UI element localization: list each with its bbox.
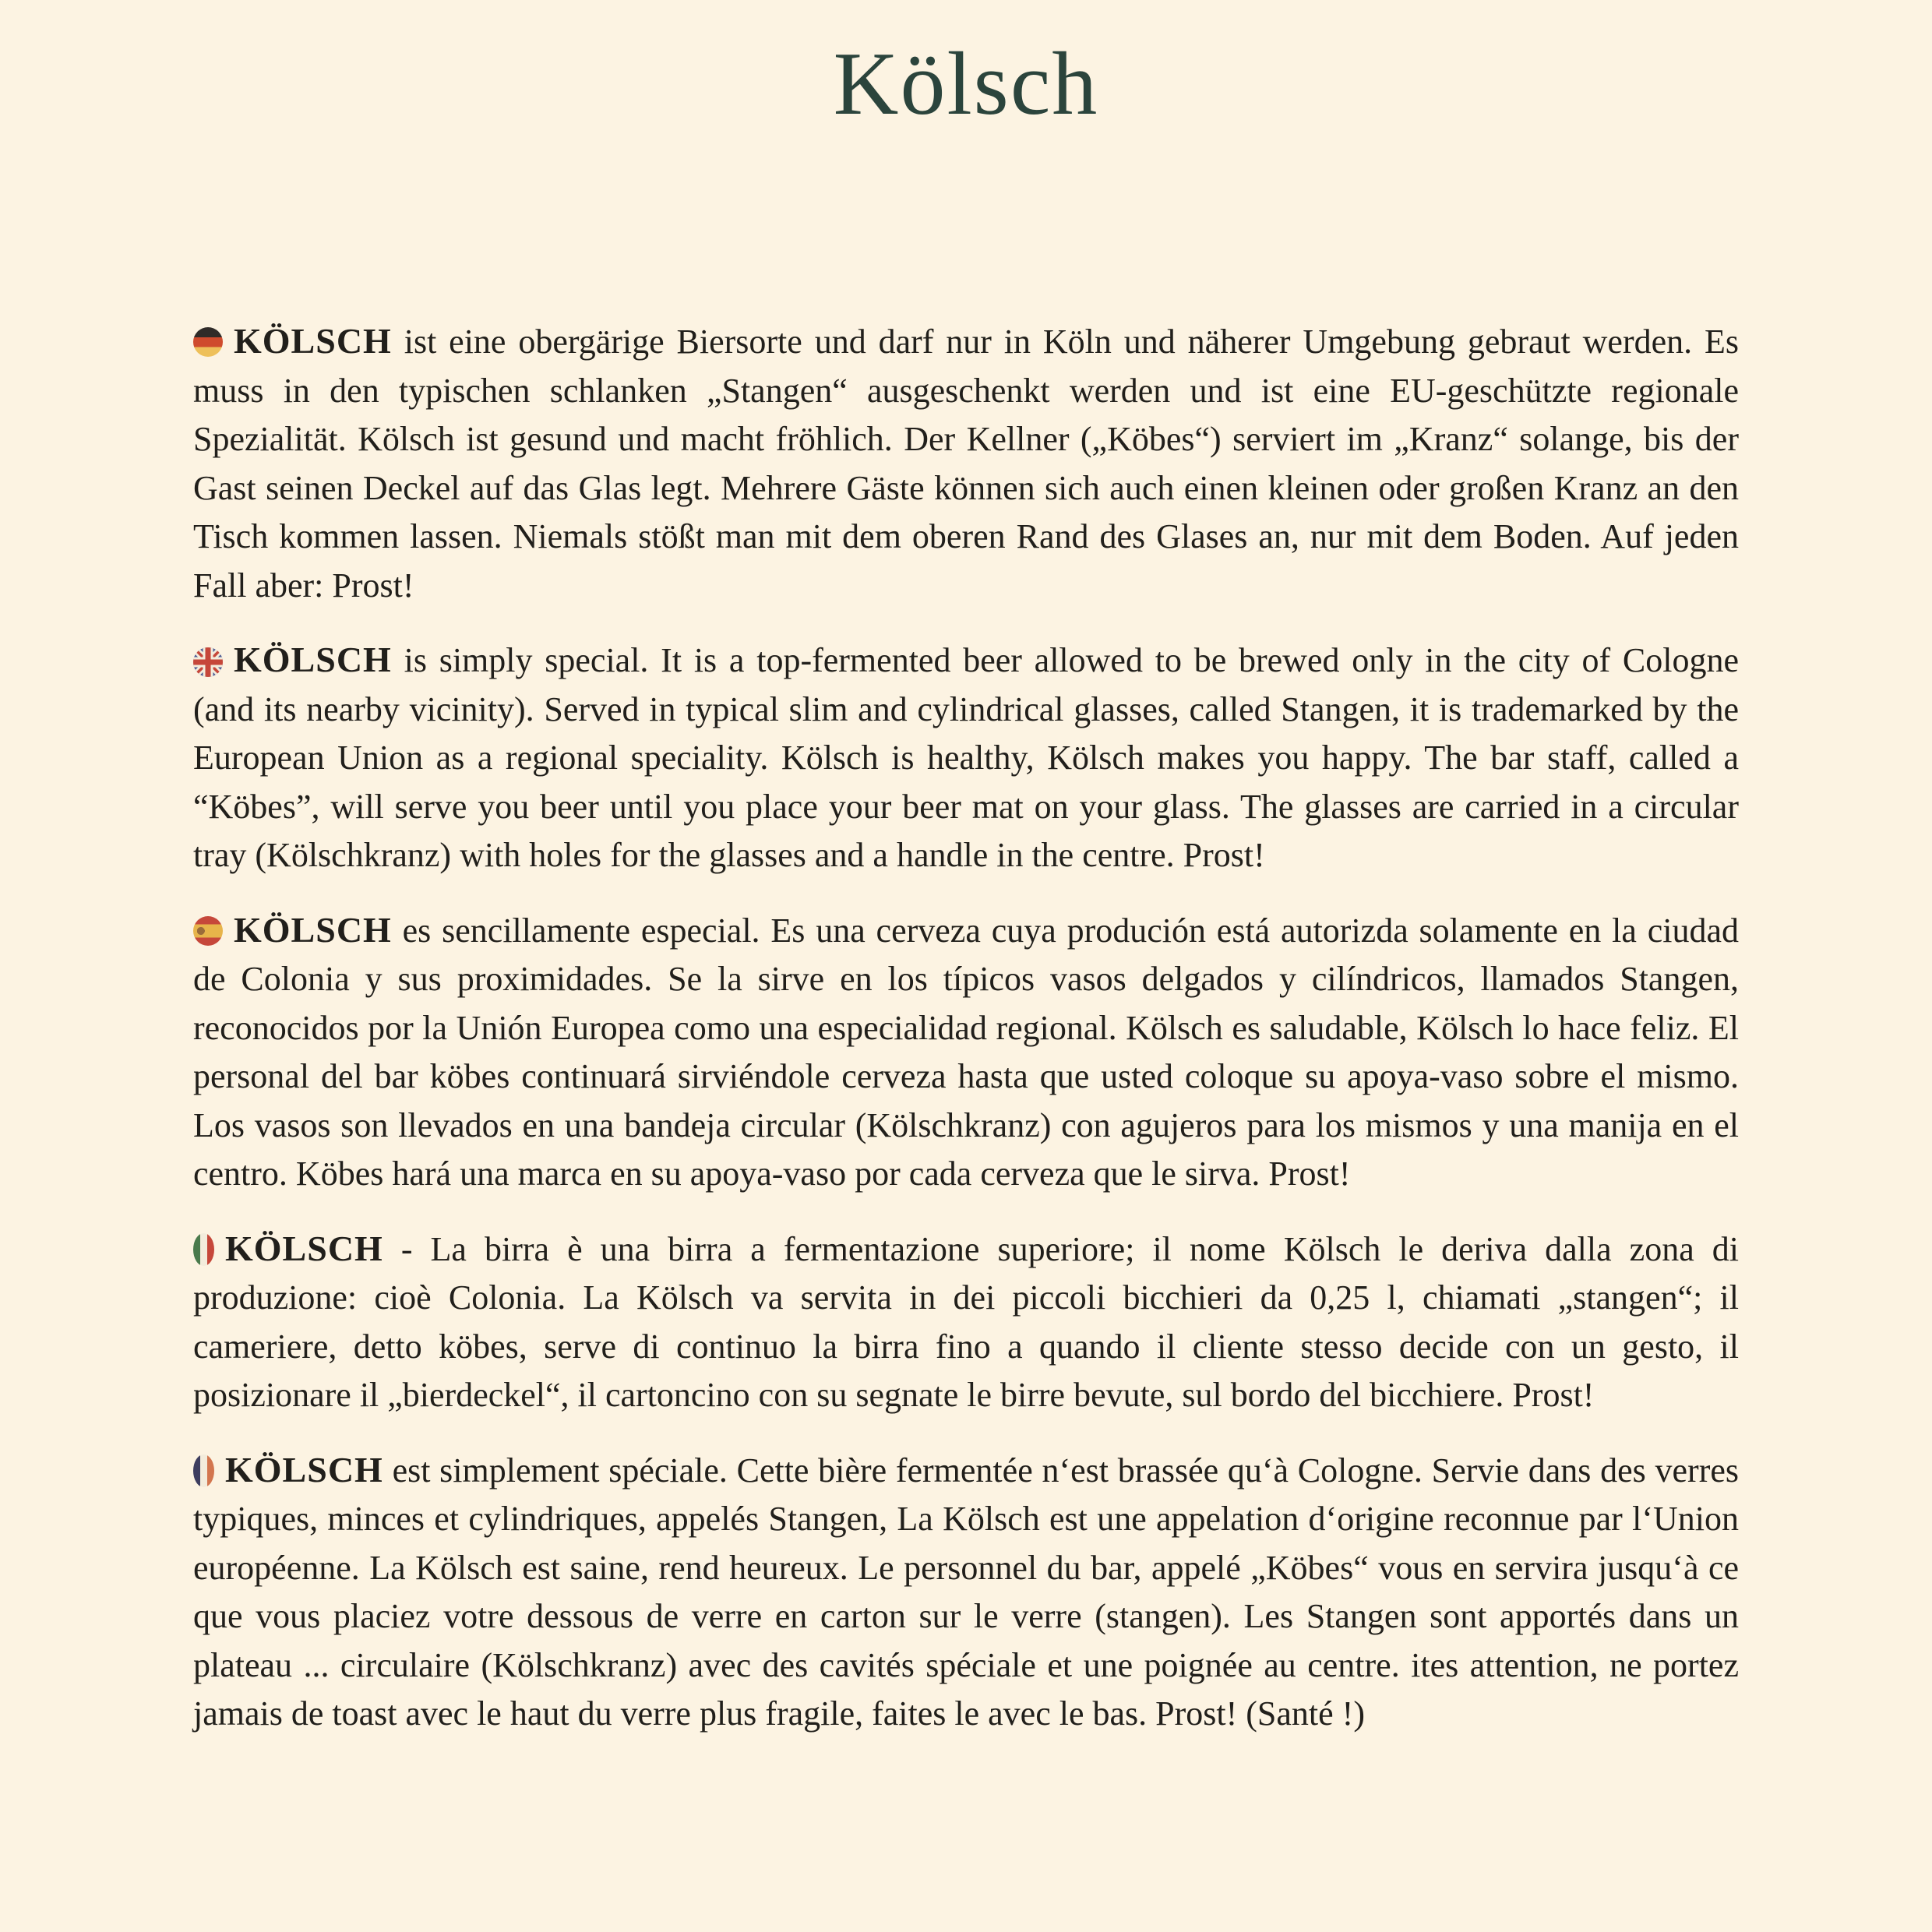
paragraph-english-text: is simply special. It is a top-fermented beer allowed to be brewed only in the city of Cologne (and its nearby vicinity). Served in typical slim and cylindrical glasses, called Stangen, it is trademarked by the European Union as a regional speciality. Kölsch is healthy, Kölsch makes you happy. The bar staff, called a “Köbes”, will serve you beer until you place your beer mat on your glass. The glasses are carried in a circular tray (Kölschkranz) with holes for the glasses and a handle in the centre. Prost! <box>193 641 1739 874</box>
paragraph-french-text: est simplement spéciale. Cette bière fermentée n‘est brassée qu‘à Cologne. Servie dans des verres typiques, minces et cylindriques, appelés Stangen, La Kölsch est une appelation d‘origine reconnue par l‘Union européenne. La Kölsch est saine, rend heureux. Le personnel du bar, appelé „Köbes“ vous en servira jusqu‘à ce que vous placiez votre dessous de verre en carton sur le verre (stangen). Les Stangen sont apportés dans un plateau ... circulaire (Kölschkranz) avec des cavités spéciale et une poignée au centre. ites attention, ne portez jamais de toast avec le haut du verre plus fragile, faites le avec le bas. Prost! (Santé !) <box>193 1451 1740 1733</box>
paragraph-italian-lead: KÖLSCH <box>225 1228 383 1268</box>
paragraph-italian <box>193 1225 1739 1420</box>
paragraph-spanish <box>193 906 1739 1199</box>
italy-flag-icon <box>193 1233 214 1266</box>
paragraph-french <box>193 1446 1739 1739</box>
paragraph-german-text: ist eine obergärige Biersorte und darf nur in Köln und näherer Umgebung gebraut werden. Es muss in den typischen schlanken „Stangen“ ausgeschenkt werden und ist eine EU-geschützte regionale Spezialität. Kölsch ist gesund und macht fröhlich. Der Kellner („Köbes“) serviert im „Kranz“ solange, bis der Gast seinen Deckel auf das Glas legt. Mehrere Gäste können sich auch einen kleinen oder großen Kranz an den Tisch kommen lassen. Niemals stößt man mit dem oberen Rand des Glases an, nur mit dem Boden. Auf jeden Fall aber: Prost! <box>193 323 1740 605</box>
paragraph-french-lead: KÖLSCH <box>225 1449 383 1490</box>
paragraph-spanish-lead: KÖLSCH <box>234 909 392 950</box>
paragraph-german-lead: KÖLSCH <box>234 321 392 361</box>
paragraph-italian-text: - La birra è una birra a fermentazione superiore; il nome Kölsch le deriva dalla zona di produzione: cioè Colonia. La Kölsch va servita in dei piccoli bicchieri da 0,25 l, chiamati „stangen“; il cameriere, detto köbes, serve di continuo la birra fino a quando il cliente stesso decide con un gesto, il posizionare il „bierdeckel“, il cartoncino con su segnate le birre bevute, sul bordo del bicchiere. Prost! <box>193 1229 1739 1414</box>
paragraph-german <box>193 317 1739 610</box>
paragraph-english-lead: KÖLSCH <box>234 640 392 679</box>
germany-flag-icon <box>193 327 223 357</box>
paragraph-spanish-text: es sencillamente especial. Es una cerveza cuya produción está autorizda solamente en la ciudad de Colonia y sus proximidades. Se la sirve en los típicos vasos delgados y cilíndricos, llamados Stangen, reconocidos por la Unión Europea como una especialidad regional. Kölsch es saludable, Kölsch lo hace feliz. El personal del bar köbes continuará sirviéndole cerveza hasta que usted coloque su apoya-vaso sobre el mismo. Los vasos son llevados en una bandeja circular (Kölschkranz) con agujeros para los mismos y una manija en el centro. Köbes hará una marca en su apoya-vaso por cada cerveza que le sirva. Prost! <box>193 911 1739 1193</box>
uk-flag-icon <box>193 642 223 672</box>
paragraph-english <box>193 636 1739 880</box>
content <box>193 317 1739 1739</box>
spain-flag-icon <box>193 916 223 946</box>
page-title: Kölsch <box>833 34 1099 134</box>
france-flag-icon <box>193 1454 214 1487</box>
